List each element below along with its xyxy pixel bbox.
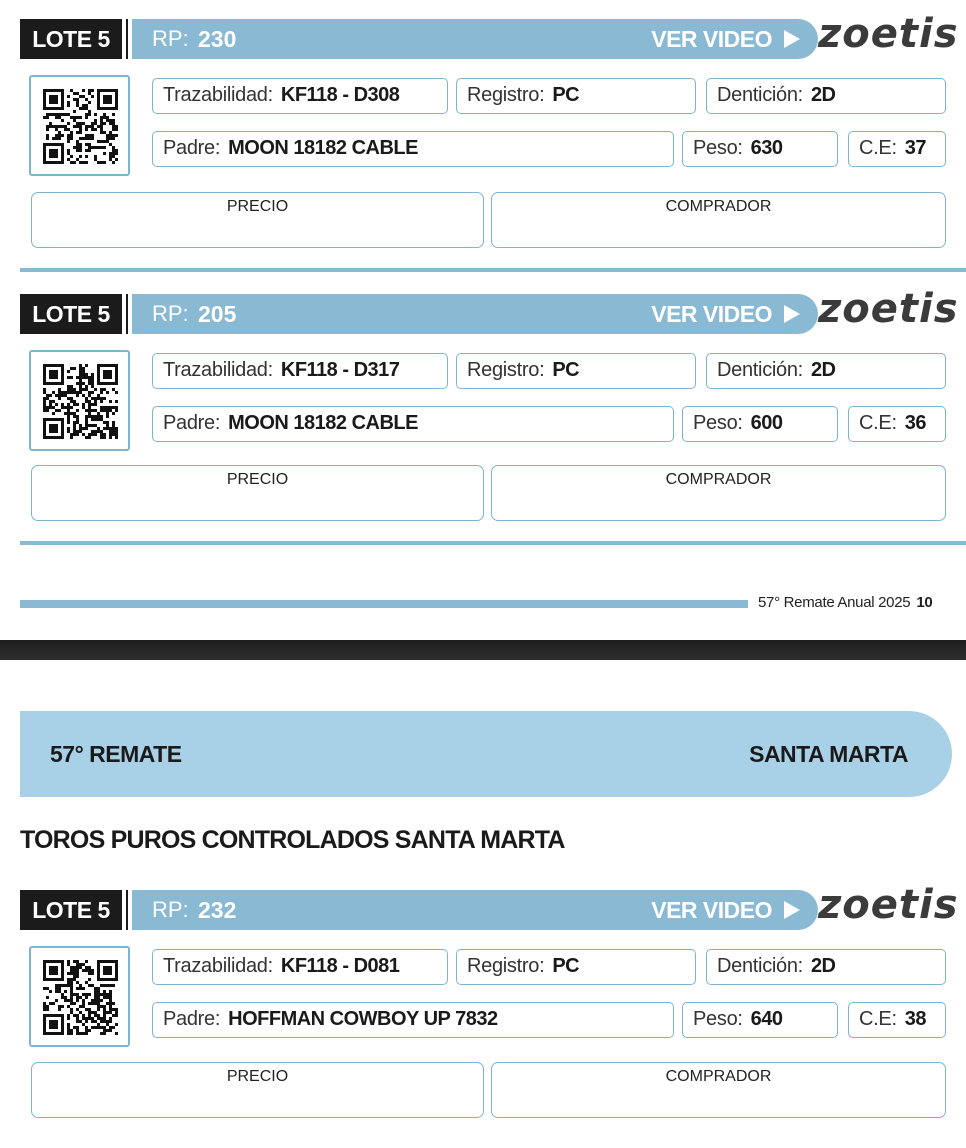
denticion-field xyxy=(706,353,946,389)
qr-code[interactable] xyxy=(29,75,130,176)
peso-value: 630 xyxy=(750,137,783,159)
precio-label: PRECIO xyxy=(226,1068,289,1085)
registro-value: PC xyxy=(552,955,580,977)
trazabilidad-value: KF118 - D317 xyxy=(280,359,400,381)
trazabilidad-field xyxy=(152,78,448,114)
play-icon xyxy=(784,901,800,919)
trazabilidad-value: KF118 - D308 xyxy=(280,84,400,106)
registro-label: Registro: xyxy=(467,84,545,106)
qr-code-icon xyxy=(43,960,118,1035)
lote-header xyxy=(20,17,800,59)
divider xyxy=(20,541,966,545)
lote-header xyxy=(20,292,800,334)
trazabilidad-value: KF118 - D081 xyxy=(280,955,400,977)
ce-value: 38 xyxy=(904,1008,926,1030)
play-icon xyxy=(784,30,800,48)
comprador-label: COMPRADOR xyxy=(665,471,772,488)
padre-field xyxy=(152,1002,674,1038)
qr-code-icon xyxy=(43,89,118,164)
comprador-label: COMPRADOR xyxy=(665,198,772,215)
padre-label: Padre: xyxy=(163,137,221,159)
ver-video-button[interactable] xyxy=(651,294,800,334)
page-separator xyxy=(0,640,966,660)
registro-value: PC xyxy=(552,84,580,106)
padre-label: Padre: xyxy=(163,412,221,434)
qr-code[interactable] xyxy=(29,350,130,451)
denticion-field xyxy=(706,78,946,114)
ce-field xyxy=(848,406,946,442)
lote-badge xyxy=(20,294,122,334)
divider xyxy=(20,268,966,272)
rp-value: 230 xyxy=(198,26,237,52)
trazabilidad-field xyxy=(152,949,448,985)
qr-code-icon xyxy=(43,364,118,439)
denticion-label: Dentición: xyxy=(717,84,803,106)
section-title: TOROS PUROS CONTROLADOS SANTA MARTA xyxy=(20,826,565,854)
precio-label: PRECIO xyxy=(226,198,289,215)
denticion-field xyxy=(706,949,946,985)
rp-bar xyxy=(132,294,818,334)
peso-label: Peso: xyxy=(693,412,743,434)
registro-field xyxy=(456,78,696,114)
denticion-label: Dentición: xyxy=(717,359,803,381)
denticion-value: 2D xyxy=(810,359,836,381)
registro-label: Registro: xyxy=(467,955,545,977)
ver-video-label: VER VIDEO xyxy=(651,301,772,327)
lote-header xyxy=(20,888,800,930)
trazabilidad-label: Trazabilidad: xyxy=(163,955,273,977)
footer-text xyxy=(758,594,932,611)
trazabilidad-label: Trazabilidad: xyxy=(163,84,273,106)
footer-event: 57° Remate Anual 2025 xyxy=(758,594,911,611)
padre-value: HOFFMAN COWBOY UP 7832 xyxy=(228,1008,498,1030)
peso-field xyxy=(682,1002,838,1038)
ce-label: C.E: xyxy=(859,1008,897,1030)
ver-video-label: VER VIDEO xyxy=(651,897,772,923)
ce-label: C.E: xyxy=(859,137,897,159)
footer-bar xyxy=(20,600,748,608)
peso-value: 640 xyxy=(750,1008,783,1030)
page-number: 10 xyxy=(916,594,933,611)
registro-label: Registro: xyxy=(467,359,545,381)
lote-number: LOTE 5 xyxy=(32,897,110,923)
trazabilidad-label: Trazabilidad: xyxy=(163,359,273,381)
peso-label: Peso: xyxy=(693,1008,743,1030)
padre-value: MOON 18182 CABLE xyxy=(228,412,418,434)
registro-field xyxy=(456,353,696,389)
play-icon xyxy=(784,305,800,323)
ce-label: C.E: xyxy=(859,412,897,434)
ce-value: 37 xyxy=(904,137,926,159)
padre-label: Padre: xyxy=(163,1008,221,1030)
peso-field xyxy=(682,131,838,167)
lote-number: LOTE 5 xyxy=(32,26,110,52)
registro-field xyxy=(456,949,696,985)
rp-bar xyxy=(132,19,818,59)
trazabilidad-field xyxy=(152,353,448,389)
peso-field xyxy=(682,406,838,442)
comprador-box[interactable] xyxy=(491,1062,946,1118)
banner xyxy=(20,711,952,797)
rp-label: RP: xyxy=(152,897,189,922)
comprador-box[interactable] xyxy=(491,192,946,248)
lote-badge xyxy=(20,19,122,59)
precio-box[interactable] xyxy=(31,1062,484,1118)
peso-label: Peso: xyxy=(693,137,743,159)
denticion-value: 2D xyxy=(810,955,836,977)
lote-card xyxy=(0,11,966,277)
zoetis-logo: zoetis xyxy=(818,882,959,928)
comprador-box[interactable] xyxy=(491,465,946,521)
precio-label: PRECIO xyxy=(226,471,289,488)
padre-value: MOON 18182 CABLE xyxy=(228,137,418,159)
lote-card xyxy=(0,286,966,552)
ver-video-button[interactable] xyxy=(651,19,800,59)
rp-value: 205 xyxy=(198,301,237,327)
denticion-label: Dentición: xyxy=(717,955,803,977)
lote-badge xyxy=(20,890,122,930)
lote-card xyxy=(0,882,966,1148)
zoetis-logo: zoetis xyxy=(818,11,959,57)
ce-field xyxy=(848,1002,946,1038)
precio-box[interactable] xyxy=(31,465,484,521)
ver-video-label: VER VIDEO xyxy=(651,26,772,52)
ce-field xyxy=(848,131,946,167)
padre-field xyxy=(152,131,674,167)
banner-breeder: SANTA MARTA xyxy=(749,741,908,767)
registro-value: PC xyxy=(552,359,580,381)
banner-event: 57° REMATE xyxy=(50,741,182,767)
comprador-label: COMPRADOR xyxy=(665,1068,772,1085)
qr-code[interactable] xyxy=(29,946,130,1047)
padre-field xyxy=(152,406,674,442)
peso-value: 600 xyxy=(750,412,783,434)
ver-video-button[interactable] xyxy=(651,890,800,930)
rp-bar xyxy=(132,890,818,930)
zoetis-logo: zoetis xyxy=(818,286,959,332)
ce-value: 36 xyxy=(904,412,926,434)
lote-number: LOTE 5 xyxy=(32,301,110,327)
rp-label: RP: xyxy=(152,26,189,51)
precio-box[interactable] xyxy=(31,192,484,248)
rp-value: 232 xyxy=(198,897,237,923)
denticion-value: 2D xyxy=(810,84,836,106)
rp-label: RP: xyxy=(152,301,189,326)
